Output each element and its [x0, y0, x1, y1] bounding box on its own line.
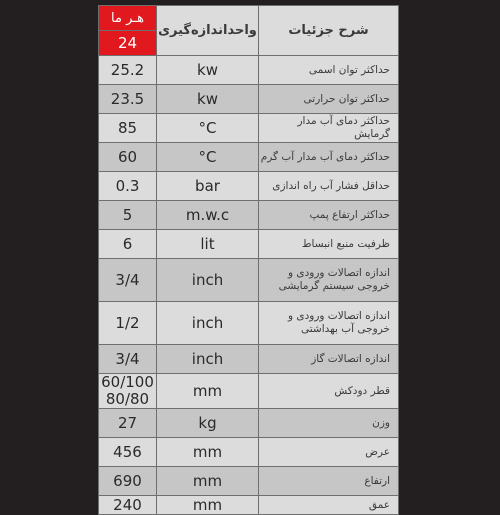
- table-row: [99, 496, 399, 515]
- row-unit: mm: [157, 438, 259, 467]
- row-description: حداکثر دمای آب مدار آب گرم: [259, 143, 399, 172]
- row-description: حداکثر توان حرارتی: [259, 85, 399, 114]
- table-row: [99, 259, 399, 302]
- row-value: 690: [99, 467, 157, 496]
- row-unit: mm: [157, 496, 259, 515]
- row-value: 85: [99, 114, 157, 143]
- row-value: 240: [99, 496, 157, 515]
- row-value: 6: [99, 230, 157, 259]
- table-row: [99, 302, 399, 345]
- table-row: [99, 374, 399, 409]
- spec-table: [98, 5, 399, 515]
- row-unit: kw: [157, 85, 259, 114]
- table-row: [99, 56, 399, 85]
- table-row: [99, 230, 399, 259]
- table-row: [99, 85, 399, 114]
- row-unit: mm: [157, 467, 259, 496]
- row-description: ارتفاع: [259, 467, 399, 496]
- row-description: اندازه اتصالات گاز: [259, 345, 399, 374]
- row-unit: mm: [157, 374, 259, 409]
- table-row: [99, 114, 399, 143]
- row-unit: inch: [157, 259, 259, 302]
- row-value: 0.3: [99, 172, 157, 201]
- table-row: [99, 143, 399, 172]
- row-description: اندازه اتصالات ورودی و خروجی سیستم گرمایشی: [259, 259, 399, 302]
- row-description: حداقل فشار آب راه اندازی: [259, 172, 399, 201]
- row-description: وزن: [259, 409, 399, 438]
- table-row: [99, 201, 399, 230]
- row-value: 3/4: [99, 259, 157, 302]
- row-unit: kg: [157, 409, 259, 438]
- model-header: هـر ما: [99, 6, 157, 31]
- row-unit: m.w.c: [157, 201, 259, 230]
- row-unit: °C: [157, 114, 259, 143]
- table-row: [99, 467, 399, 496]
- row-description: عرض: [259, 438, 399, 467]
- row-description: قطر دودکش: [259, 374, 399, 409]
- table-row: [99, 345, 399, 374]
- row-description: حداکثر دمای آب مدار گرمایش: [259, 114, 399, 143]
- row-description: عمق: [259, 496, 399, 515]
- row-value: 23.5: [99, 85, 157, 114]
- row-value: 456: [99, 438, 157, 467]
- row-unit: inch: [157, 345, 259, 374]
- row-unit: lit: [157, 230, 259, 259]
- row-unit: bar: [157, 172, 259, 201]
- model-value: 24: [99, 31, 157, 56]
- table-row: [99, 172, 399, 201]
- row-unit: kw: [157, 56, 259, 85]
- description-header: شرح جزئیات: [259, 6, 399, 56]
- row-value: 60: [99, 143, 157, 172]
- row-description: ظرفیت منبع انبساط: [259, 230, 399, 259]
- row-unit: inch: [157, 302, 259, 345]
- row-value: 27: [99, 409, 157, 438]
- row-description: حداکثر ارتفاع پمپ: [259, 201, 399, 230]
- table-row: [99, 438, 399, 467]
- row-value: 1/2: [99, 302, 157, 345]
- header-row: [99, 6, 399, 31]
- row-description: اندازه اتصالات ورودی و خروجی آب بهداشتی: [259, 302, 399, 345]
- row-value: 5: [99, 201, 157, 230]
- table-row: [99, 409, 399, 438]
- row-description: حداکثر توان اسمی: [259, 56, 399, 85]
- row-value: 25.2: [99, 56, 157, 85]
- unit-header: واحداندازه‌گیری: [157, 6, 259, 56]
- row-unit: °C: [157, 143, 259, 172]
- row-value: 60/100 80/80: [99, 374, 157, 409]
- row-value: 3/4: [99, 345, 157, 374]
